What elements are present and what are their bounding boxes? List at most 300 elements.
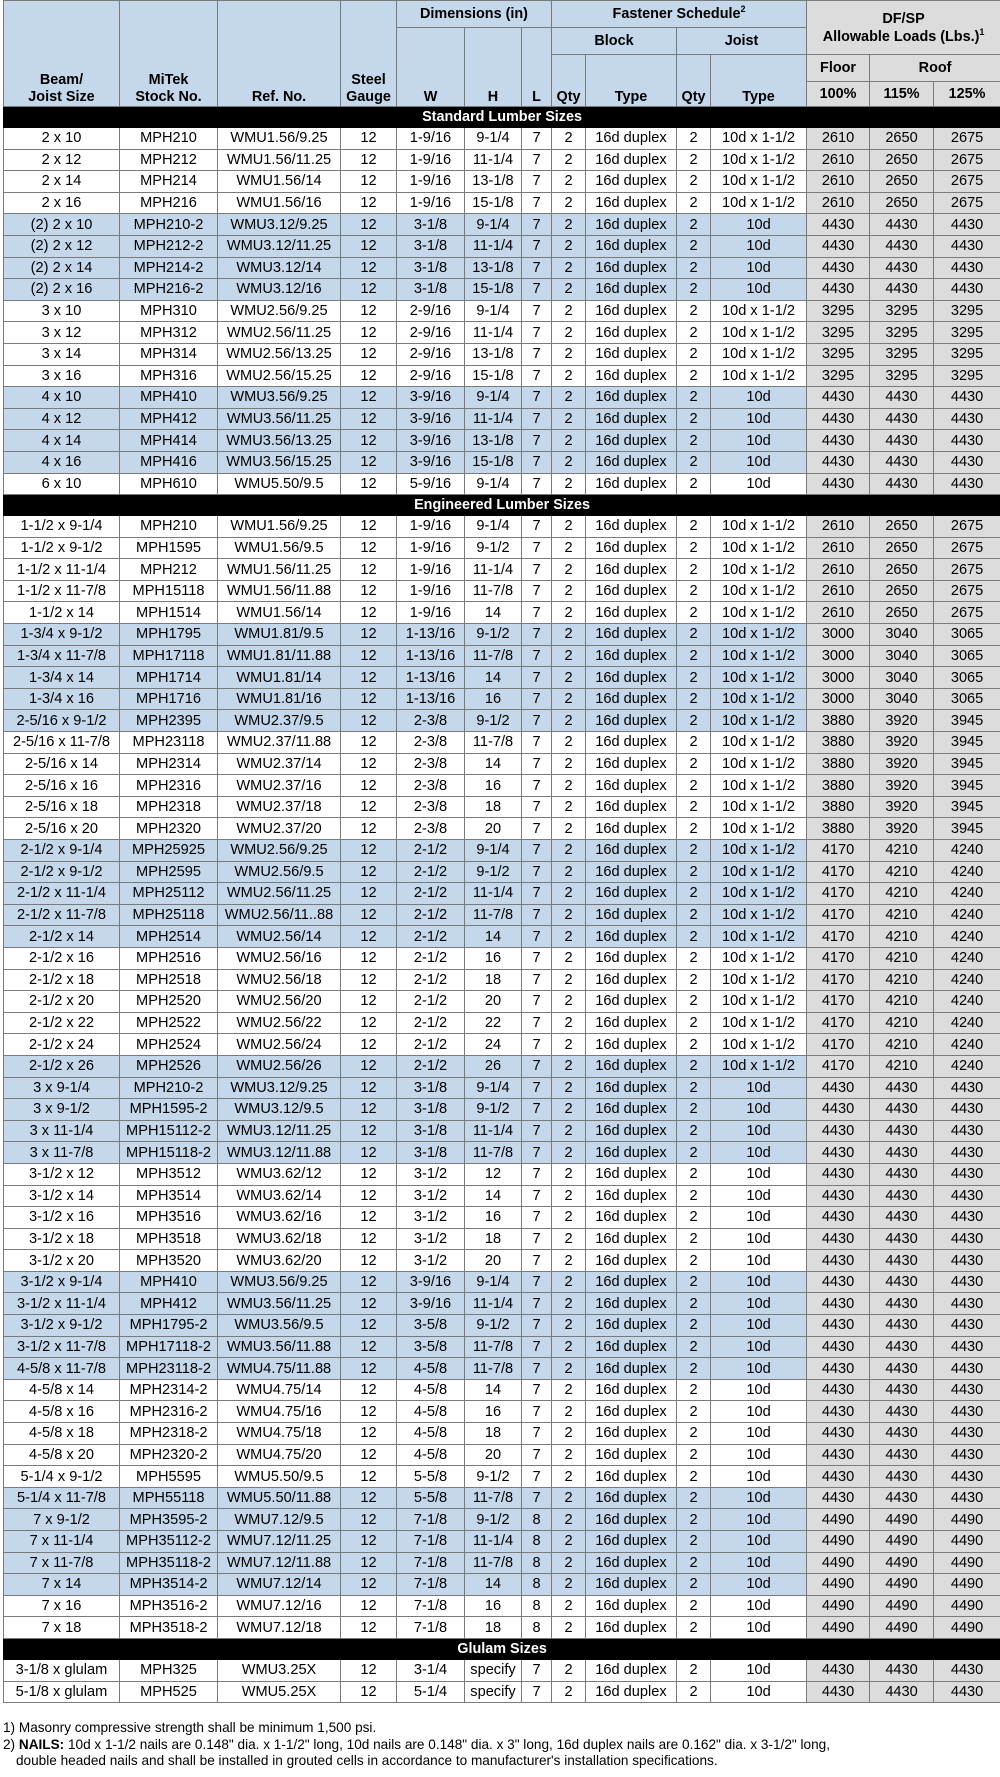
block-type: 16d duplex: [586, 1552, 677, 1574]
block-qty: 2: [552, 969, 586, 991]
joist-qty: 2: [677, 214, 711, 236]
dim-l: 7: [522, 171, 552, 193]
joist-qty: 2: [677, 645, 711, 667]
table-row: [4, 710, 1000, 732]
joist-type: 10d x 1-1/2: [711, 322, 807, 344]
steel-gauge: 12: [341, 279, 397, 301]
stock-no: MPH2595: [120, 861, 218, 883]
block-type: 16d duplex: [586, 732, 677, 754]
load-roof-115: 4430: [870, 451, 934, 473]
load-roof-125: 4430: [934, 214, 1000, 236]
load-roof-125: 2675: [934, 537, 1000, 559]
ref-no: WMU7.12/9.5: [218, 1509, 341, 1531]
header-floor: Floor: [807, 55, 870, 82]
load-roof-115: 4210: [870, 1055, 934, 1077]
load-roof-115: 4430: [870, 1163, 934, 1185]
block-type: 16d duplex: [586, 667, 677, 689]
table-row: [4, 1617, 1000, 1639]
load-floor-100: 3880: [807, 732, 870, 754]
ref-no: WMU2.56/18: [218, 969, 341, 991]
load-roof-115: 2650: [870, 537, 934, 559]
block-type: 16d duplex: [586, 796, 677, 818]
load-floor-100: 4170: [807, 861, 870, 883]
dim-w: 1-13/16: [397, 624, 465, 646]
dim-h: 9-1/2: [465, 710, 522, 732]
steel-gauge: 12: [341, 991, 397, 1013]
joist-qty: 2: [677, 1185, 711, 1207]
dim-w: 4-5/8: [397, 1379, 465, 1401]
beam-size: 2-1/2 x 9-1/4: [4, 840, 120, 862]
block-qty: 2: [552, 710, 586, 732]
block-qty: 2: [552, 1099, 586, 1121]
ref-no: WMU4.75/16: [218, 1401, 341, 1423]
ref-no: WMU2.37/20: [218, 818, 341, 840]
load-roof-125: 4430: [934, 1358, 1000, 1380]
table-row: [4, 1315, 1000, 1337]
table-row: [4, 1120, 1000, 1142]
stock-no: MPH3516-2: [120, 1595, 218, 1617]
steel-gauge: 12: [341, 1077, 397, 1099]
dim-h: 14: [465, 926, 522, 948]
table-row: [4, 1574, 1000, 1596]
joist-type: 10d x 1-1/2: [711, 343, 807, 365]
block-qty: 2: [552, 1509, 586, 1531]
dim-h: 11-7/8: [465, 1552, 522, 1574]
steel-gauge: 12: [341, 926, 397, 948]
dim-h: 14: [465, 753, 522, 775]
ref-no: WMU1.81/9.5: [218, 624, 341, 646]
joist-qty: 2: [677, 1531, 711, 1553]
stock-no: MPH23118-2: [120, 1358, 218, 1380]
beam-size: 3-1/2 x 18: [4, 1228, 120, 1250]
header-mitek-stock-no: MiTek Stock No.: [120, 1, 218, 107]
load-roof-125: 4430: [934, 257, 1000, 279]
load-roof-115: 4430: [870, 1271, 934, 1293]
joist-type: 10d: [711, 1681, 807, 1703]
steel-gauge: 12: [341, 1595, 397, 1617]
dim-h: 14: [465, 667, 522, 689]
dim-w: 3-9/16: [397, 451, 465, 473]
beam-size: 4-5/8 x 11-7/8: [4, 1358, 120, 1380]
steel-gauge: 12: [341, 1487, 397, 1509]
load-roof-125: 3945: [934, 818, 1000, 840]
steel-gauge: 12: [341, 1142, 397, 1164]
dim-w: 3-5/8: [397, 1336, 465, 1358]
ref-no: WMU4.75/18: [218, 1423, 341, 1445]
block-qty: 2: [552, 1142, 586, 1164]
block-qty: 2: [552, 645, 586, 667]
block-type: 16d duplex: [586, 710, 677, 732]
beam-size: 2-5/16 x 11-7/8: [4, 732, 120, 754]
steel-gauge: 12: [341, 192, 397, 214]
load-roof-125: 4430: [934, 1315, 1000, 1337]
dim-h: 20: [465, 818, 522, 840]
ref-no: WMU2.37/18: [218, 796, 341, 818]
block-type: 16d duplex: [586, 387, 677, 409]
steel-gauge: 12: [341, 602, 397, 624]
beam-size: 4 x 16: [4, 451, 120, 473]
stock-no: MPH1795: [120, 624, 218, 646]
table-row: [4, 1552, 1000, 1574]
block-type: 16d duplex: [586, 171, 677, 193]
joist-qty: 2: [677, 1552, 711, 1574]
ref-no: WMU5.50/11.88: [218, 1487, 341, 1509]
block-qty: 2: [552, 322, 586, 344]
load-roof-125: 4490: [934, 1574, 1000, 1596]
load-floor-100: 4430: [807, 1185, 870, 1207]
load-roof-125: 4430: [934, 1120, 1000, 1142]
joist-qty: 2: [677, 840, 711, 862]
block-type: 16d duplex: [586, 1531, 677, 1553]
dim-h: 13-1/8: [465, 430, 522, 452]
dim-w: 2-9/16: [397, 322, 465, 344]
beam-size: 2-1/2 x 11-7/8: [4, 904, 120, 926]
ref-no: WMU3.56/11.88: [218, 1336, 341, 1358]
load-floor-100: 4430: [807, 451, 870, 473]
block-type: 16d duplex: [586, 451, 677, 473]
load-roof-115: 3295: [870, 365, 934, 387]
joist-qty: 2: [677, 1055, 711, 1077]
stock-no: MPH1795-2: [120, 1315, 218, 1337]
load-roof-125: 2675: [934, 149, 1000, 171]
dim-h: 11-1/4: [465, 149, 522, 171]
stock-no: MPH2395: [120, 710, 218, 732]
load-floor-100: 3295: [807, 300, 870, 322]
beam-size: 3 x 9-1/2: [4, 1099, 120, 1121]
section-header: [4, 495, 1000, 516]
load-roof-115: 3040: [870, 688, 934, 710]
steel-gauge: 12: [341, 1315, 397, 1337]
table-row: [4, 322, 1000, 344]
block-type: 16d duplex: [586, 645, 677, 667]
block-type: 16d duplex: [586, 1228, 677, 1250]
stock-no: MPH2320-2: [120, 1444, 218, 1466]
block-type: 16d duplex: [586, 1142, 677, 1164]
dim-h: 20: [465, 1444, 522, 1466]
block-type: 16d duplex: [586, 1401, 677, 1423]
joist-type: 10d x 1-1/2: [711, 171, 807, 193]
ref-no: WMU3.25X: [218, 1659, 341, 1681]
block-type: 16d duplex: [586, 300, 677, 322]
load-roof-115: 4210: [870, 904, 934, 926]
block-type: 16d duplex: [586, 1444, 677, 1466]
ref-no: WMU2.56/9.25: [218, 840, 341, 862]
joist-qty: 2: [677, 1250, 711, 1272]
dim-l: 7: [522, 991, 552, 1013]
stock-no: MPH2318-2: [120, 1423, 218, 1445]
load-floor-100: 2610: [807, 192, 870, 214]
joist-type: 10d: [711, 430, 807, 452]
dim-w: 3-9/16: [397, 1271, 465, 1293]
table-row: [4, 926, 1000, 948]
table-row: [4, 214, 1000, 236]
dim-l: 8: [522, 1531, 552, 1553]
joist-qty: 2: [677, 559, 711, 581]
table-row: [4, 430, 1000, 452]
table-row: [4, 257, 1000, 279]
table-row: [4, 1358, 1000, 1380]
dim-w: 4-5/8: [397, 1401, 465, 1423]
table-row: [4, 343, 1000, 365]
joist-type: 10d x 1-1/2: [711, 947, 807, 969]
beam-size: 3 x 14: [4, 343, 120, 365]
header-pct-115: 115%: [870, 82, 934, 107]
block-qty: 2: [552, 1423, 586, 1445]
beam-size: 3-1/2 x 9-1/2: [4, 1315, 120, 1337]
section-header: [4, 1638, 1000, 1659]
stock-no: MPH410: [120, 1271, 218, 1293]
load-floor-100: 3000: [807, 667, 870, 689]
joist-qty: 2: [677, 1423, 711, 1445]
header-steel-gauge: Steel Gauge: [341, 1, 397, 107]
ref-no: WMU5.50/9.5: [218, 473, 341, 495]
block-qty: 2: [552, 192, 586, 214]
load-floor-100: 4430: [807, 1487, 870, 1509]
load-floor-100: 3295: [807, 365, 870, 387]
load-roof-115: 3920: [870, 818, 934, 840]
ref-no: WMU3.12/9.5: [218, 1099, 341, 1121]
load-floor-100: 4430: [807, 214, 870, 236]
dim-l: 7: [522, 580, 552, 602]
block-type: 16d duplex: [586, 1250, 677, 1272]
dim-l: 7: [522, 343, 552, 365]
ref-no: WMU2.56/14: [218, 926, 341, 948]
beam-size: 5-1/4 x 9-1/2: [4, 1466, 120, 1488]
load-roof-125: 3295: [934, 300, 1000, 322]
dim-l: 7: [522, 279, 552, 301]
dim-h: 14: [465, 602, 522, 624]
joist-type: 10d: [711, 257, 807, 279]
joist-type: 10d x 1-1/2: [711, 516, 807, 538]
stock-no: MPH35118-2: [120, 1552, 218, 1574]
steel-gauge: 12: [341, 1055, 397, 1077]
dim-h: 11-1/4: [465, 883, 522, 905]
load-roof-115: 4430: [870, 430, 934, 452]
joist-type: 10d: [711, 1595, 807, 1617]
footnote-2-continued: double headed nails and shall be installed in grouted cells in accordance to manufacturer's installation specifications.: [16, 1753, 718, 1768]
dim-l: 7: [522, 408, 552, 430]
load-floor-100: 4430: [807, 387, 870, 409]
dim-h: 18: [465, 1617, 522, 1639]
load-roof-125: 4430: [934, 1659, 1000, 1681]
dim-w: 2-9/16: [397, 300, 465, 322]
table-row: [4, 279, 1000, 301]
steel-gauge: 12: [341, 1250, 397, 1272]
joist-qty: 2: [677, 796, 711, 818]
stock-no: MPH210-2: [120, 214, 218, 236]
table-row: [4, 796, 1000, 818]
dim-h: 11-7/8: [465, 1142, 522, 1164]
steel-gauge: 12: [341, 645, 397, 667]
load-roof-115: 3040: [870, 624, 934, 646]
joist-qty: 2: [677, 688, 711, 710]
joist-qty: 2: [677, 624, 711, 646]
joist-qty: 2: [677, 926, 711, 948]
block-type: 16d duplex: [586, 688, 677, 710]
load-floor-100: 4430: [807, 1250, 870, 1272]
dim-h: specify: [465, 1659, 522, 1681]
table-row: [4, 1487, 1000, 1509]
steel-gauge: 12: [341, 969, 397, 991]
block-type: 16d duplex: [586, 1595, 677, 1617]
dim-h: 11-1/4: [465, 322, 522, 344]
load-roof-115: 4490: [870, 1531, 934, 1553]
joist-type: 10d: [711, 1509, 807, 1531]
beam-size: (2) 2 x 12: [4, 235, 120, 257]
load-floor-100: 4170: [807, 926, 870, 948]
load-roof-115: 4430: [870, 1423, 934, 1445]
block-qty: 2: [552, 883, 586, 905]
load-roof-125: 4430: [934, 1077, 1000, 1099]
dim-w: 2-1/2: [397, 991, 465, 1013]
load-roof-125: 4240: [934, 1012, 1000, 1034]
load-roof-125: 4430: [934, 1487, 1000, 1509]
load-roof-115: 3920: [870, 796, 934, 818]
table-row: [4, 408, 1000, 430]
block-type: 16d duplex: [586, 1336, 677, 1358]
joist-type: 10d x 1-1/2: [711, 149, 807, 171]
dim-h: 9-1/2: [465, 1099, 522, 1121]
load-roof-115: 4430: [870, 1228, 934, 1250]
dim-w: 5-9/16: [397, 473, 465, 495]
ref-no: WMU7.12/14: [218, 1574, 341, 1596]
beam-size: 4-5/8 x 18: [4, 1423, 120, 1445]
stock-no: MPH3512: [120, 1163, 218, 1185]
dim-h: 13-1/8: [465, 171, 522, 193]
block-qty: 2: [552, 1595, 586, 1617]
steel-gauge: 12: [341, 1336, 397, 1358]
stock-no: MPH216-2: [120, 279, 218, 301]
joist-qty: 2: [677, 235, 711, 257]
table-row: [4, 1595, 1000, 1617]
load-roof-125: 4430: [934, 387, 1000, 409]
block-type: 16d duplex: [586, 1466, 677, 1488]
block-type: 16d duplex: [586, 1379, 677, 1401]
dim-l: 7: [522, 1142, 552, 1164]
load-roof-125: 2675: [934, 128, 1000, 150]
block-qty: 2: [552, 1315, 586, 1337]
load-roof-115: 3920: [870, 732, 934, 754]
joist-type: 10d x 1-1/2: [711, 710, 807, 732]
footnote-2: 2) NAILS: 10d x 1-1/2 nails are 0.148" dia. x 1-1/2" long, 10d nails are 0.148" dia. x 3" long, 16d duplex nails are 0.162" dia. x 3-1/2" long,: [3, 1736, 830, 1752]
ref-no: WMU4.75/11.88: [218, 1358, 341, 1380]
block-type: 16d duplex: [586, 1315, 677, 1337]
block-qty: 2: [552, 1207, 586, 1229]
dim-l: 7: [522, 624, 552, 646]
table-row: [4, 1055, 1000, 1077]
block-qty: 2: [552, 430, 586, 452]
block-type: 16d duplex: [586, 1358, 677, 1380]
block-type: 16d duplex: [586, 883, 677, 905]
load-roof-115: 4210: [870, 969, 934, 991]
joist-qty: 2: [677, 516, 711, 538]
block-qty: 2: [552, 1531, 586, 1553]
table-row: [4, 1271, 1000, 1293]
block-qty: 2: [552, 624, 586, 646]
load-roof-115: 2650: [870, 516, 934, 538]
ref-no: WMU7.12/18: [218, 1617, 341, 1639]
stock-no: MPH5595: [120, 1466, 218, 1488]
dim-w: 1-9/16: [397, 171, 465, 193]
block-qty: 2: [552, 580, 586, 602]
steel-gauge: 12: [341, 214, 397, 236]
load-floor-100: 4430: [807, 1379, 870, 1401]
beam-size: 4-5/8 x 16: [4, 1401, 120, 1423]
block-qty: 2: [552, 128, 586, 150]
ref-no: WMU3.56/9.25: [218, 1271, 341, 1293]
section-title: Engineered Lumber Sizes: [4, 495, 1000, 516]
joist-type: 10d x 1-1/2: [711, 645, 807, 667]
dim-l: 7: [522, 1099, 552, 1121]
load-roof-115: 4210: [870, 883, 934, 905]
steel-gauge: 12: [341, 1099, 397, 1121]
joist-qty: 2: [677, 473, 711, 495]
load-floor-100: 4170: [807, 1055, 870, 1077]
dim-w: 2-1/2: [397, 1034, 465, 1056]
joist-qty: 2: [677, 192, 711, 214]
steel-gauge: 12: [341, 343, 397, 365]
load-floor-100: 4430: [807, 235, 870, 257]
block-qty: 2: [552, 214, 586, 236]
block-type: 16d duplex: [586, 624, 677, 646]
dim-h: 16: [465, 1595, 522, 1617]
stock-no: MPH35112-2: [120, 1531, 218, 1553]
steel-gauge: 12: [341, 1617, 397, 1639]
beam-size: 6 x 10: [4, 473, 120, 495]
header-dim-w: W: [397, 28, 465, 107]
ref-no: WMU7.12/16: [218, 1595, 341, 1617]
dim-l: 7: [522, 192, 552, 214]
beam-size: 7 x 14: [4, 1574, 120, 1596]
table-row: [4, 1681, 1000, 1703]
table-body: [4, 107, 1000, 1703]
joist-type: 10d: [711, 1293, 807, 1315]
table-row: [4, 171, 1000, 193]
ref-no: WMU1.56/11.88: [218, 580, 341, 602]
load-roof-115: 4490: [870, 1552, 934, 1574]
stock-no: MPH3595-2: [120, 1509, 218, 1531]
joist-qty: 2: [677, 602, 711, 624]
block-qty: 2: [552, 818, 586, 840]
block-qty: 2: [552, 365, 586, 387]
joist-qty: 2: [677, 947, 711, 969]
joist-qty: 2: [677, 1163, 711, 1185]
stock-no: MPH314: [120, 343, 218, 365]
joist-type: 10d x 1-1/2: [711, 300, 807, 322]
dim-w: 7-1/8: [397, 1617, 465, 1639]
load-floor-100: 4170: [807, 1034, 870, 1056]
joist-type: 10d: [711, 1358, 807, 1380]
stock-no: MPH2318: [120, 796, 218, 818]
load-floor-100: 2610: [807, 171, 870, 193]
table-row: [4, 1142, 1000, 1164]
load-floor-100: 3295: [807, 343, 870, 365]
stock-no: MPH2516: [120, 947, 218, 969]
ref-no: WMU1.56/11.25: [218, 149, 341, 171]
table-row: [4, 1163, 1000, 1185]
stock-no: MPH2316: [120, 775, 218, 797]
header-dim-h: H: [465, 28, 522, 107]
load-floor-100: 4170: [807, 969, 870, 991]
block-type: 16d duplex: [586, 365, 677, 387]
dim-l: 7: [522, 1228, 552, 1250]
stock-no: MPH3518-2: [120, 1617, 218, 1639]
dim-l: 7: [522, 840, 552, 862]
dim-w: 3-9/16: [397, 1293, 465, 1315]
load-roof-115: 3295: [870, 343, 934, 365]
beam-size: 2-5/16 x 16: [4, 775, 120, 797]
dim-w: 3-1/8: [397, 257, 465, 279]
